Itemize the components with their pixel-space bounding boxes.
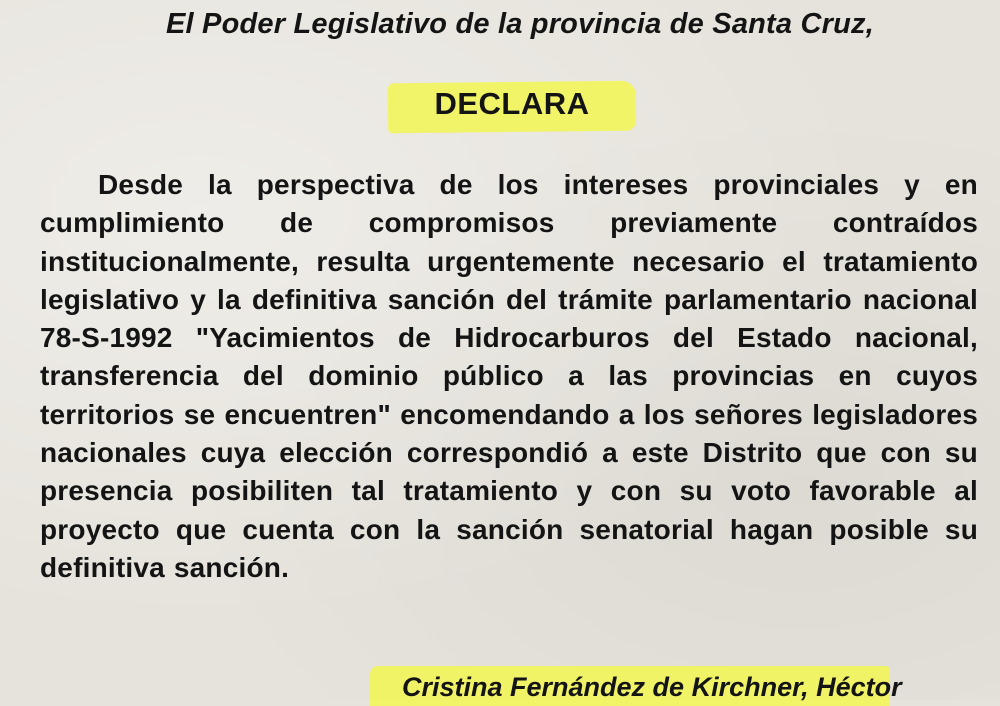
declaration-body: Desde la perspectiva de los intereses provinciales y en cumplimiento de compromisos previamente contraídos institucionalmente, resulta urgentemente necesario el tratamiento legislativo y la definitiva sanción del trámite parlamentario nacional 78-S-1992 "Yacimientos de Hidrocarburos del Estado nacional, transferencia del dominio público a las provincias en cuyos territorios se encuentren" encomendando a los señores legisladores nacionales cuya elección correspondió a este Distrito que con su presencia posibiliten tal tratamiento y con su voto favorable al proyecto que cuenta con la sanción senatorial hagan posible su definitiva sanción. bbox=[40, 169, 978, 583]
declara-title: DECLARA bbox=[434, 86, 590, 121]
declara-block bbox=[388, 76, 636, 138]
signature-block bbox=[370, 660, 1000, 700]
document-heading: El Poder Legislativo de la provincia de Santa Cruz, bbox=[166, 8, 874, 40]
signature-names: Cristina Fernández de Kirchner, Héctor bbox=[402, 672, 902, 702]
